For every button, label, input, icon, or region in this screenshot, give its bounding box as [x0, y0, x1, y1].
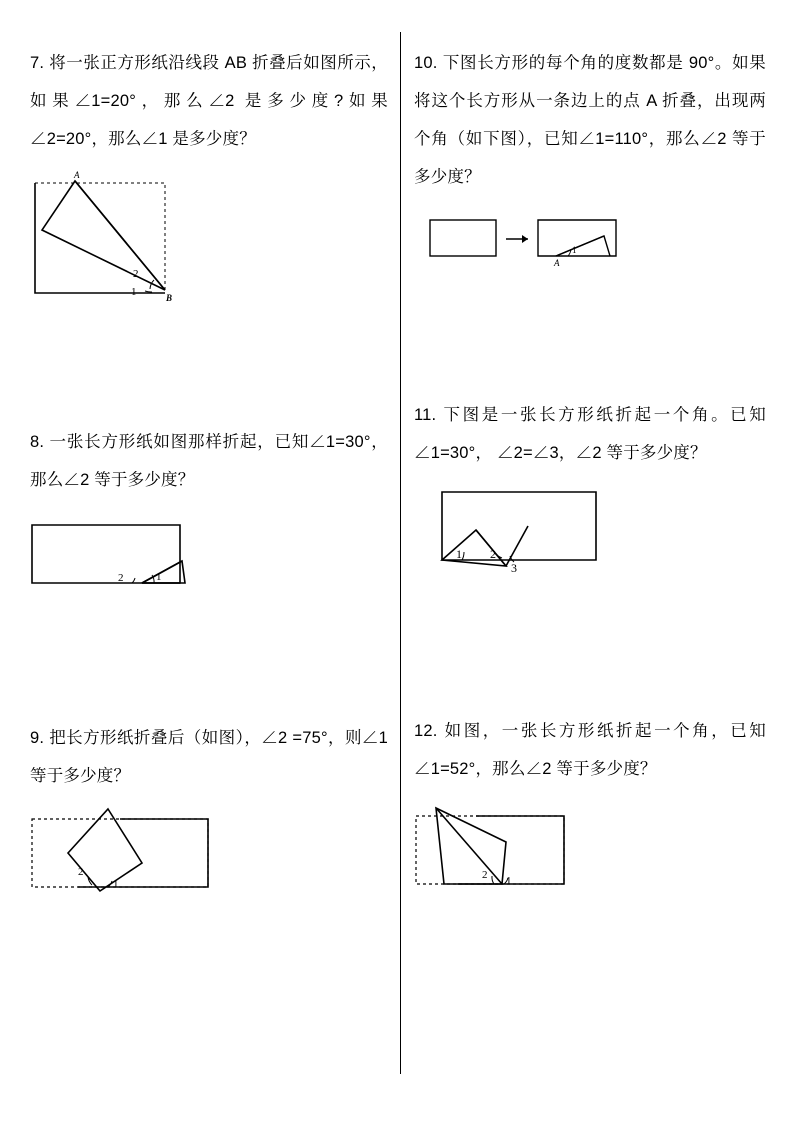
- figure-label-angle-2: 2: [490, 547, 496, 561]
- figure-label-angle-2: 2: [118, 572, 124, 584]
- figure-label-angle-1: 1: [506, 875, 512, 887]
- question-11-text: 11. 下图是一张长方形纸折起一个角。已知∠1=30°， ∠2=∠3，∠2 等于多少度？: [414, 406, 766, 462]
- question-10: [414, 44, 766, 276]
- spacer: [30, 303, 388, 423]
- figure-label-A: A: [554, 258, 560, 268]
- figure-label-angle-1: 1: [113, 878, 119, 890]
- question-8-figure: [30, 509, 388, 599]
- figure-label-angle-1: 1: [572, 245, 577, 255]
- figure-label-B: B: [166, 293, 173, 303]
- left-column: [30, 44, 388, 915]
- spacer: [414, 592, 766, 712]
- spacer: [30, 599, 388, 719]
- question-12-figure: [414, 798, 766, 908]
- question-7-text: 7. 将一张正方形纸沿线段 AB 折叠后如图所示，如果∠1=20°，那么∠2 是多少度?如果∠2=20°，那么∠1 是多少度？: [30, 54, 388, 148]
- question-12: [414, 712, 766, 908]
- question-7: [30, 44, 388, 303]
- figure-label-angle-2: 2: [482, 869, 488, 881]
- question-11-figure: [428, 482, 766, 592]
- figure-label-angle-2: 2: [133, 268, 139, 280]
- right-column: [414, 44, 766, 908]
- question-8-text: 8. 一张长方形纸如图那样折起，已知∠1=30°，那么∠2 等于多少度？: [30, 433, 388, 489]
- figure-label-angle-2: 2: [78, 866, 84, 878]
- question-11: [414, 396, 766, 592]
- question-7-figure: [30, 168, 388, 303]
- figure-label-A: A: [74, 170, 80, 180]
- question-9: [30, 719, 388, 915]
- question-9-text: 9. 把长方形纸折叠后（如图），∠2 =75°，则∠1 等于多少度？: [30, 729, 388, 785]
- question-10-figure: [428, 206, 766, 276]
- figure-label-angle-1: 1: [131, 286, 137, 298]
- figure-label-angle-1: 1: [156, 571, 162, 583]
- question-8: [30, 423, 388, 599]
- spacer: [414, 276, 766, 396]
- column-divider: [400, 32, 401, 1074]
- question-10-text: 10. 下图长方形的每个角的度数都是 90°。如果将这个长方形从一条边上的点 A 折叠，出现两个角（如下图），已知∠1=110°，那么∠2 等于多少度？: [414, 54, 766, 186]
- question-9-figure: [30, 805, 388, 915]
- question-12-text: 12. 如图，一张长方形纸折起一个角，已知∠1=52°，那么∠2 等于多少度？: [414, 722, 766, 778]
- figure-label-angle-3: 3: [511, 561, 517, 575]
- figure-label-angle-1: 1: [456, 547, 462, 561]
